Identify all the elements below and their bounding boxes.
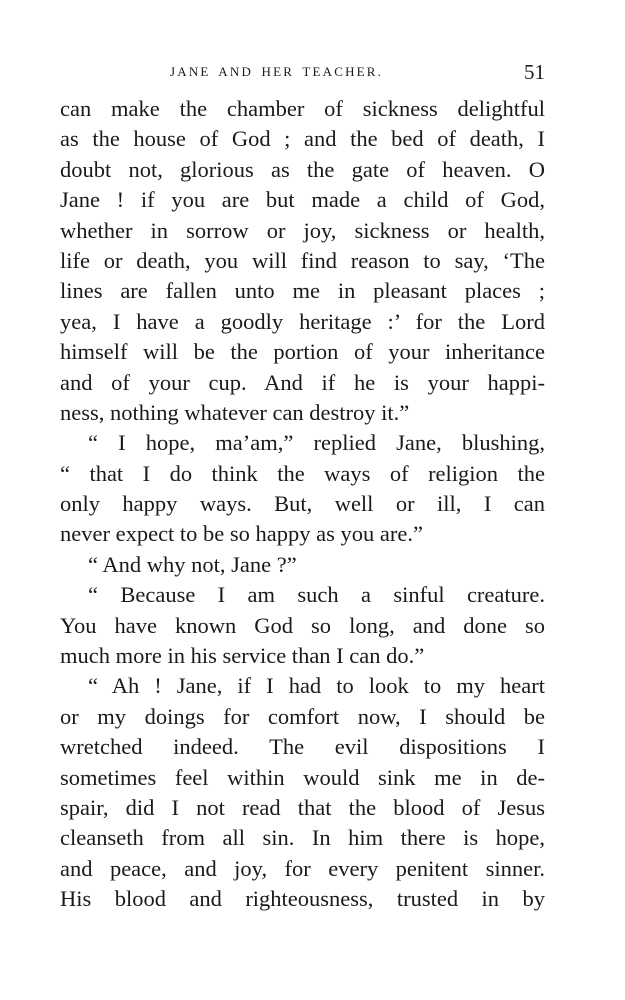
text-line: cleanseth from all sin. In him there is hope, xyxy=(60,825,545,851)
text-line: life or death, you will find reason to say, ‘The xyxy=(60,247,545,273)
text-line: sometimes feel within would sink me in de- xyxy=(60,764,545,790)
body-text xyxy=(60,94,545,915)
text-line: only happy ways. But, well or ill, I can xyxy=(60,491,545,517)
text-line: doubt not, glorious as the gate of heaven. O xyxy=(60,156,545,182)
text-line: yea, I have a goodly heritage :’ for the Lord xyxy=(60,308,545,334)
text-line: much more in his service than I can do.” xyxy=(60,643,425,669)
text-line: “ Because I am such a sinful creature. xyxy=(88,582,545,608)
running-title: JANE AND HER TEACHER. xyxy=(170,64,384,79)
text-line: and of your cup. And if he is your happi- xyxy=(60,369,545,395)
text-line: “ Ah ! Jane, if I had to look to my heart xyxy=(88,673,545,699)
running-head xyxy=(60,60,545,84)
text-line: or my doings for comfort now, I should be xyxy=(60,703,545,729)
text-line: You have known God so long, and done so xyxy=(60,612,545,638)
text-line: never expect to be so happy as you are.” xyxy=(60,521,423,547)
text-line: “ I hope, ma’am,” replied Jane, blushing, xyxy=(88,430,545,456)
text-line: can make the chamber of sickness delightful xyxy=(60,96,545,121)
text-line: and peace, and joy, for every penitent sinner. xyxy=(60,855,545,881)
text-line: “ that I do think the ways of religion the xyxy=(60,460,545,486)
text-line: ness, nothing whatever can destroy it.” xyxy=(60,399,410,425)
text-line: wretched indeed. The evil dispositions I xyxy=(60,734,545,760)
text-line: whether in sorrow or joy, sickness or health, xyxy=(60,217,545,243)
text-line: Jane ! if you are but made a child of God, xyxy=(60,187,545,213)
text-line: as the house of God ; and the bed of death, I xyxy=(60,126,545,152)
page-number: 51 xyxy=(524,60,545,84)
text-line: lines are fallen unto me in pleasant places ; xyxy=(60,278,545,304)
text-line: spair, did I not read that the blood of Jesus xyxy=(60,794,545,820)
text-line: himself will be the portion of your inheritance xyxy=(60,339,545,365)
text-line: His blood and righteousness, trusted in by xyxy=(60,886,545,912)
text-line: “ And why not, Jane ?” xyxy=(88,551,297,577)
